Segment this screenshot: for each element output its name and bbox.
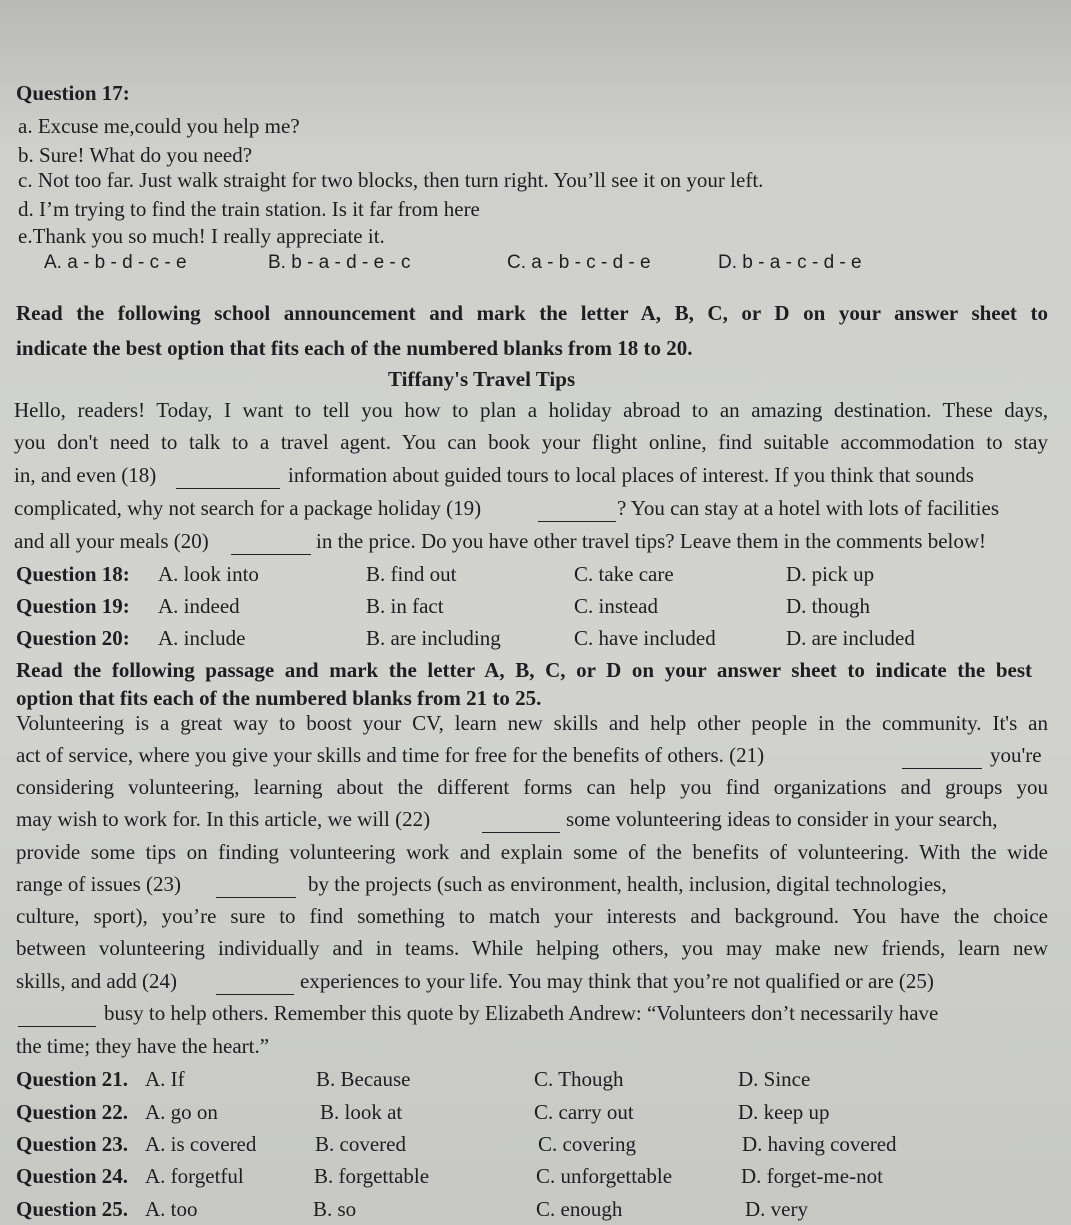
passage2-line-5: provide some tips on finding volunteering work and explain some of the benefits of volunteering. With the wide (16, 840, 1048, 864)
q17-title: Question 17: (16, 81, 130, 105)
q20-option-c: C. have included (574, 626, 716, 650)
q22-option-d: D. keep up (738, 1100, 830, 1124)
q22-option-b: B. look at (320, 1100, 403, 1124)
blank-18 (176, 470, 280, 489)
passage2-line-2a: act of service, where you give your skills and time for free for the benefits of others. (21) (16, 743, 765, 767)
passage2-line-9b: experiences to your life. You may think that you’re not qualified or are (25) (300, 969, 934, 993)
q21-option-a: A. If (145, 1067, 185, 1091)
q20-option-b: B. are including (366, 626, 501, 650)
q19-label: Question 19: (16, 594, 130, 618)
passage1-line-5b: in the price. Do you have other travel tips? Leave them in the comments below! (316, 529, 987, 553)
q17-line-a: a. Excuse me,could you help me? (18, 114, 300, 138)
q17-option-d: D. b - a - c - d - e (718, 252, 862, 273)
q18-option-d: D. pick up (786, 562, 875, 586)
q17-line-b: b. Sure! What do you need? (18, 143, 253, 167)
passage-title: Tiffany's Travel Tips (388, 367, 576, 391)
q23-option-c: C. covering (538, 1132, 636, 1156)
passage1-line-3a: in, and even (18) (14, 463, 157, 487)
passage2-line-4b: some volunteering ideas to consider in your search, (566, 807, 998, 831)
q18-option-a: A. look into (158, 562, 259, 586)
passage2-line-9a: skills, and add (24) (16, 969, 177, 993)
q21-option-d: D. Since (738, 1067, 811, 1091)
q24-option-c: C. unforgettable (536, 1164, 673, 1188)
q19-option-d: D. though (786, 594, 870, 618)
q21-label: Question 21. (16, 1067, 129, 1091)
blank-19 (538, 503, 616, 522)
section2-instruction-2: option that fits each of the numbered blanks from 21 to 25. (16, 686, 542, 710)
q25-option-c: C. enough (536, 1197, 623, 1221)
section1-instruction-2: indicate the best option that fits each of the numbered blanks from 18 to 20. (16, 336, 693, 360)
passage2-line-4a: may wish to work for. In this article, we will (22) (16, 807, 431, 831)
passage2-line-10b: busy to help others. Remember this quote by Elizabeth Andrew: “Volunteers don’t necessarily have (104, 1001, 939, 1025)
passage2-line-6a: range of issues (23) (16, 872, 182, 896)
q17-line-d: d. I’m trying to find the train station. Is it far from here (18, 197, 480, 221)
q22-option-c: C. carry out (534, 1100, 634, 1124)
q19-option-b: B. in fact (366, 594, 444, 618)
passage1-line-1: Hello, readers! Today, I want to tell you how to plan a holiday abroad to an amazing destination. These days, (14, 398, 1048, 422)
q24-option-b: B. forgettable (314, 1164, 430, 1188)
passage2-line-6b: by the projects (such as environment, health, inclusion, digital technologies, (308, 872, 947, 896)
q25-option-d: D. very (745, 1197, 808, 1221)
q24-option-a: A. forgetful (145, 1164, 244, 1188)
q17-line-e: e.Thank you so much! I really appreciate it. (18, 224, 385, 248)
blank-21 (902, 750, 982, 769)
q20-label: Question 20: (16, 626, 130, 650)
q17-option-a: A. a - b - d - c - e (44, 252, 187, 273)
passage1-line-3b: information about guided tours to local places of interest. If you think that sounds (288, 463, 974, 487)
passage2-line-7: culture, sport), you’re sure to find something to match your interests and background. You have the choice (16, 904, 1048, 928)
section2-instruction-1: Read the following passage and mark the letter A, B, C, or D on your answer sheet to indicate the best (16, 658, 1032, 682)
blank-22 (482, 814, 560, 833)
q25-option-b: B. so (313, 1197, 357, 1221)
q18-option-b: B. find out (366, 562, 457, 586)
q17-option-b: B. b - a - d - e - c (268, 252, 411, 273)
passage2-line-3: considering volunteering, learning about the different forms can help you find organizations and groups you (16, 775, 1048, 799)
q22-option-a: A. go on (145, 1100, 218, 1124)
q20-option-a: A. include (158, 626, 246, 650)
q24-label: Question 24. (16, 1164, 129, 1188)
q23-option-b: B. covered (315, 1132, 406, 1156)
passage1-line-5a: and all your meals (20) (14, 529, 209, 553)
q19-option-c: C. instead (574, 594, 658, 618)
q23-option-a: A. is covered (145, 1132, 257, 1156)
q19-option-a: A. indeed (158, 594, 240, 618)
passage2-line-8: between volunteering individually and in teams. While helping others, you may make new friends, learn new (16, 936, 1048, 960)
passage2-line-11: the time; they have the heart.” (16, 1034, 270, 1058)
q25-label: Question 25. (16, 1197, 129, 1221)
q18-option-c: C. take care (574, 562, 674, 586)
blank-20 (231, 536, 311, 555)
q25-option-a: A. too (145, 1197, 198, 1221)
q17-option-c: C. a - b - c - d - e (507, 252, 651, 273)
blank-24 (216, 976, 294, 995)
passage1-line-4a: complicated, why not search for a package holiday (19) (14, 496, 482, 520)
q23-option-d: D. having covered (742, 1132, 897, 1156)
q20-option-d: D. are included (786, 626, 915, 650)
q21-option-b: B. Because (316, 1067, 411, 1091)
passage1-line-2: you don't need to talk to a travel agent. You can book your flight online, find suitable accommodation to stay (14, 430, 1048, 454)
section1-instruction-1: Read the following school announcement and mark the letter A, B, C, or D on your answer sheet to (16, 301, 1048, 325)
q18-label: Question 18: (16, 562, 130, 586)
blank-25 (18, 1008, 96, 1027)
q23-label: Question 23. (16, 1132, 129, 1156)
passage1-line-4b: ? You can stay at a hotel with lots of facilities (617, 496, 1000, 520)
passage2-line-2b: you're (990, 743, 1042, 767)
blank-23 (216, 879, 296, 898)
passage2-line-1: Volunteering is a great way to boost your CV, learn new skills and help other people in the community. It's an (16, 711, 1048, 735)
q17-line-c: c. Not too far. Just walk straight for two blocks, then turn right. You’ll see it on your left. (18, 168, 764, 192)
q24-option-d: D. forget-me-not (741, 1164, 883, 1188)
q22-label: Question 22. (16, 1100, 129, 1124)
q21-option-c: C. Though (534, 1067, 624, 1091)
